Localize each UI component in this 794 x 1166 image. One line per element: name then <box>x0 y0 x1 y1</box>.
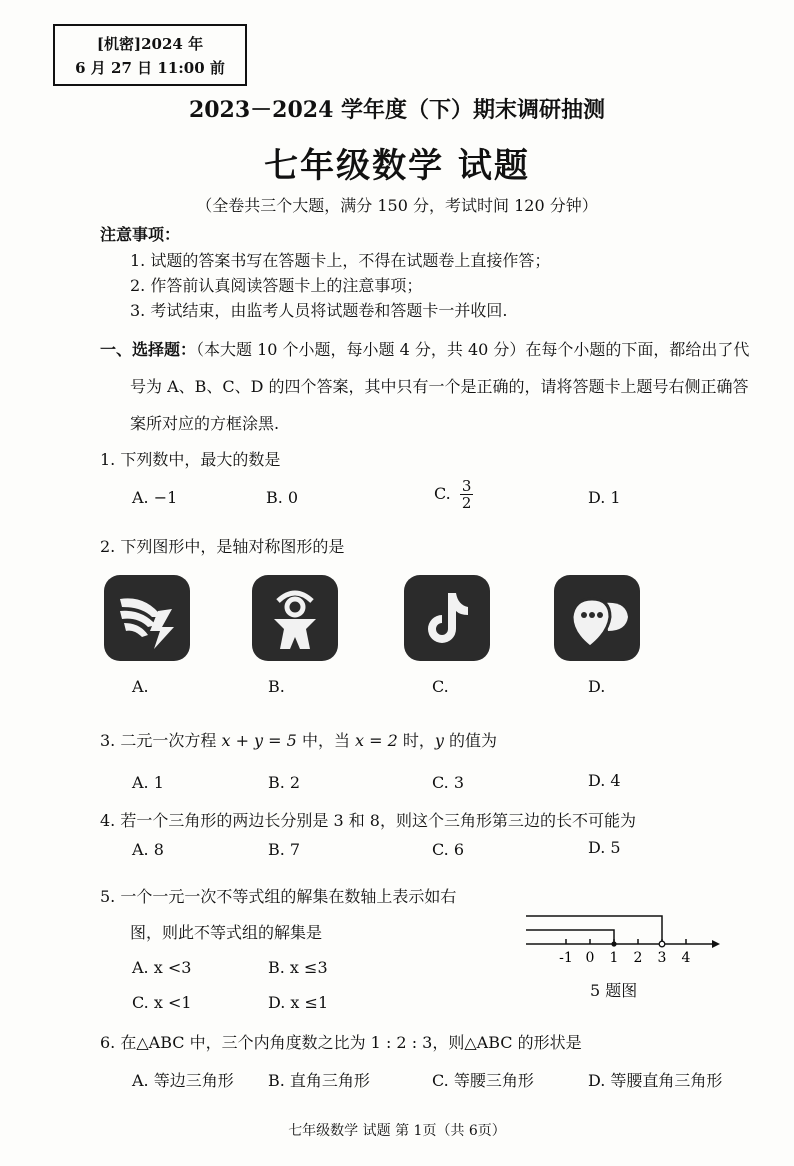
question-6-option-a: A. 等边三角形 <box>132 1071 234 1090</box>
exam-title-year: 2023－2024 学年度（下）期末调研抽测 <box>188 97 606 123</box>
chat-bubble-logo-icon <box>552 573 642 663</box>
question-4-option-d: D. 5 <box>588 838 621 857</box>
exam-title: 七年级数学 试题 <box>264 146 530 186</box>
confidential-box <box>53 24 247 86</box>
question-5-option-a: A. x <3 <box>132 958 192 977</box>
question-1-option-b: B. 0 <box>266 488 299 507</box>
number-line-figure <box>522 910 722 970</box>
tick-label-4: 4 <box>681 950 691 966</box>
question-1-option-c <box>434 478 473 511</box>
note-item-1: 1. 试题的答案书写在答题卡上，不得在试题卷上直接作答； <box>130 251 551 270</box>
question-4-stem: 4. 若一个三角形的两边长分别是 3 和 8，则这个三角形第三边的长不可能为 <box>100 811 636 830</box>
question-1-option-d: D. 1 <box>588 488 621 507</box>
section-1-intro <box>100 337 749 360</box>
ray-le-1 <box>526 930 614 944</box>
wing-logo-icon <box>102 573 192 663</box>
question-3-option-c: C. 3 <box>432 773 465 792</box>
fraction-numerator: 3 <box>461 477 472 495</box>
question-5-option-b: B. x ≤3 <box>268 958 328 977</box>
ray-lt-3 <box>526 916 662 941</box>
question-6-stem: 6. 在△ABC 中，三个内角度数之比为 1 : 2 : 3，则△ABC 的形状是 <box>100 1033 582 1052</box>
figure-caption: 5 题图 <box>590 981 638 1000</box>
question-3-option-a: A. 1 <box>132 773 164 792</box>
question-3-stem-mid2: 时， <box>397 731 435 750</box>
question-4-option-a: A. 8 <box>132 840 164 859</box>
question-3-option-b: B. 2 <box>268 773 301 792</box>
person-logo-icon <box>250 573 340 663</box>
tiktok-logo-icon <box>402 573 492 663</box>
confidential-line-1: [机密]2024 年 <box>96 35 204 53</box>
question-2-option-b: B. <box>268 677 285 696</box>
question-5-option-c: C. x <1 <box>132 993 192 1012</box>
section-1-line-1: （本大题 10 个小题，每小题 4 分，共 40 分）在每个小题的下面，都给出了代 <box>196 340 750 359</box>
question-5-stem-line-2: 图，则此不等式组的解集是 <box>130 923 323 942</box>
question-2-option-d: D. <box>588 677 606 696</box>
question-3-condition: x = 2 <box>355 731 398 750</box>
fraction-denominator: 2 <box>461 494 472 512</box>
question-5-option-d: D. x ≤1 <box>268 993 329 1012</box>
tick-label-1: 1 <box>609 950 619 966</box>
question-1-option-c-label: C. <box>434 484 451 503</box>
fraction <box>460 478 474 511</box>
question-6-option-c: C. 等腰三角形 <box>432 1071 534 1090</box>
question-6-option-b: B. 直角三角形 <box>268 1071 370 1090</box>
section-1-label: 一、选择题： <box>100 340 197 359</box>
exam-subtitle: （全卷共三个大题，满分 150 分，考试时间 120 分钟） <box>196 196 598 215</box>
open-point-3 <box>659 941 665 947</box>
section-1-line-2: 号为 A、B、C、D 的四个答案，其中只有一个是正确的，请将答题卡上题号右侧正确答 <box>130 377 749 396</box>
question-3-stem-post: 的值为 <box>443 731 498 750</box>
question-3-stem <box>100 728 497 751</box>
tick-label-minus1: -1 <box>559 950 573 966</box>
tick-label-0: 0 <box>585 950 595 966</box>
notes-title: 注意事项： <box>100 225 181 244</box>
number-line-arrow <box>712 940 720 948</box>
question-3-equation: x + y = 5 <box>221 731 297 750</box>
note-item-2: 2. 作答前认真阅读答题卡上的注意事项； <box>130 276 423 295</box>
page-footer: 七年级数学 试题 第 1页（共 6页） <box>288 1123 506 1139</box>
closed-point-1 <box>611 941 616 946</box>
note-item-3: 3. 考试结束，由监考人员将试题卷和答题卡一并收回. <box>130 301 508 320</box>
tick-label-3: 3 <box>657 950 667 966</box>
question-3-option-d: D. 4 <box>588 771 621 790</box>
question-5-stem-line-1: 5. 一个一元一次不等式组的解集在数轴上表示如右 <box>100 887 457 906</box>
question-1-option-a: A. −1 <box>132 488 178 507</box>
question-3-stem-pre: 3. 二元一次方程 <box>100 731 222 750</box>
section-1-line-3: 案所对应的方框涂黑. <box>130 414 280 433</box>
confidential-line-2: 6 月 27 日 11:00 前 <box>75 59 225 77</box>
question-2-stem: 2. 下列图形中，是轴对称图形的是 <box>100 537 345 556</box>
question-6-option-d: D. 等腰直角三角形 <box>588 1071 723 1090</box>
question-2-option-a: A. <box>132 677 149 696</box>
tick-label-2: 2 <box>633 950 643 966</box>
question-3-stem-mid: 中，当 <box>296 731 356 750</box>
question-4-option-c: C. 6 <box>432 840 465 859</box>
question-3-variable: y <box>434 731 444 750</box>
question-4-option-b: B. 7 <box>268 840 301 859</box>
question-2-option-c: C. <box>432 677 449 696</box>
question-1-stem: 1. 下列数中，最大的数是 <box>100 450 281 469</box>
